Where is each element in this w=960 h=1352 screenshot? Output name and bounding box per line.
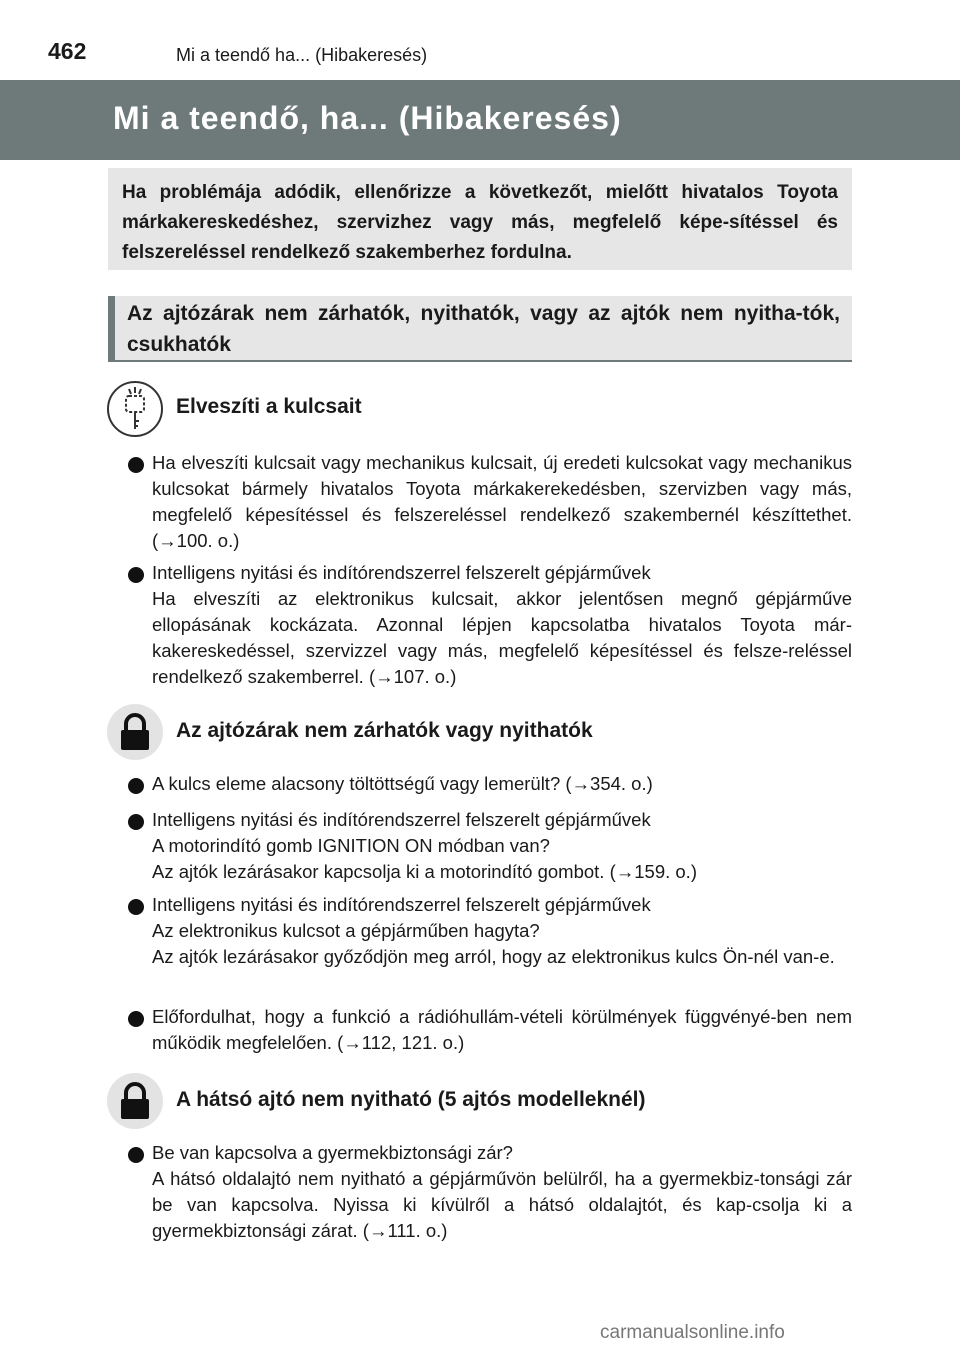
section-heading: Az ajtózárak nem zárhatók, nyithatók, vagy az ajtók nem nyitha-tók, csukhatók (108, 296, 852, 362)
bullet-text: Az ajtók lezárásakor győződjön meg arról, hogy az elektronikus kulcs Ön-nél van-e. (152, 946, 835, 967)
list-item (128, 1140, 852, 1244)
list-item (128, 771, 852, 797)
bullet-text: Intelligens nyitási és indítórendszerrel felszerelt gépjárművek (152, 562, 651, 583)
lock-icon (107, 1073, 163, 1129)
list-item (128, 807, 852, 885)
bullet-dot (128, 1147, 144, 1163)
bullet-text: A hátsó oldalajtó nem nyitható a gépjárművön belülről, ha a gyermekbiz-tonsági zár be van kapcsolva. Nyissa ki kívülről a hátsó oldalajtót, és kap-csolja ki a gyermekbiztonsági zárat. (→111. o.) (152, 1168, 852, 1241)
bullet-text: Az ajtók lezárásakor kapcsolja ki a motorindító gombot. (→159. o.) (152, 861, 697, 882)
running-title: Mi a teendő ha... (Hibakeresés) (176, 45, 428, 65)
list-item (128, 1004, 852, 1056)
subsection-heading-rear-door: A hátsó ajtó nem nyitható (5 ajtós modelleknél) (176, 1088, 646, 1111)
page-title: Mi a teendő, ha... (Hibakeresés) (113, 100, 622, 136)
list-item (128, 560, 852, 690)
bullet-text: Intelligens nyitási és indítórendszerrel felszerelt gépjárművek (152, 809, 651, 830)
list-item (128, 892, 852, 970)
key-icon (107, 381, 163, 437)
running-header (0, 0, 960, 80)
subsection-heading-locks: Az ajtózárak nem zárhatók vagy nyithatók (176, 719, 593, 742)
bullet-text: Az elektronikus kulcsot a gépjárműben hagyta? (152, 920, 540, 941)
bullet-text: Ha elveszíti az elektronikus kulcsait, akkor jelentősen megnő gépjárműve ellopásának kockázata. Azonnal lépjen kapcsolatba hivatalos Toyota már-kakereskedéssel, szervizzel vagy más, megfelelő képesítéssel és felsze-reléssel rendelkező szakemberrel. (→107. o.) (152, 588, 852, 687)
subsection-heading-lost-keys: Elveszíti a kulcsait (176, 395, 362, 418)
intro-box: Ha problémája adódik, ellenőrizze a következőt, mielőtt hivatalos Toyota márkakereskedéshez, szervizhez vagy más, megfelelő képe-sítéssel és felszereléssel rendelkező szakemberhez fordulna. (108, 168, 852, 270)
bullet-text: Előfordulhat, hogy a funkció a rádióhullám-vételi körülmények függvényé-ben nem működik megfelelően. (→112, 121. o.) (152, 1006, 852, 1053)
title-bar (0, 80, 960, 160)
bullet-dot (128, 457, 144, 473)
bullet-dot (128, 567, 144, 583)
bullet-dot (128, 778, 144, 794)
bullet-dot (128, 1011, 144, 1027)
bullet-dot (128, 899, 144, 915)
bullet-text: A kulcs eleme alacsony töltöttségű vagy lemerült? (→354. o.) (152, 773, 653, 794)
bullet-text: Intelligens nyitási és indítórendszerrel felszerelt gépjárművek (152, 894, 651, 915)
bullet-text: Be van kapcsolva a gyermekbiztonsági zár? (152, 1142, 513, 1163)
bullet-text: A motorindító gomb IGNITION ON módban van? (152, 835, 550, 856)
bullet-dot (128, 814, 144, 830)
bullet-text: Ha elveszíti kulcsait vagy mechanikus kulcsait, új eredeti kulcsokat vagy mechanikus kulcsokat bármely hivatalos Toyota márkakerekedésben, szervizben vagy más, megfelelő képesítéssel és felszereléssel rendelkező szakembernél készíttethet. (→100. o.) (152, 452, 852, 551)
page-number: 462 (48, 38, 87, 64)
list-item (128, 450, 852, 554)
lock-icon (107, 704, 163, 760)
watermark: carmanualsonline.info (600, 1322, 785, 1343)
